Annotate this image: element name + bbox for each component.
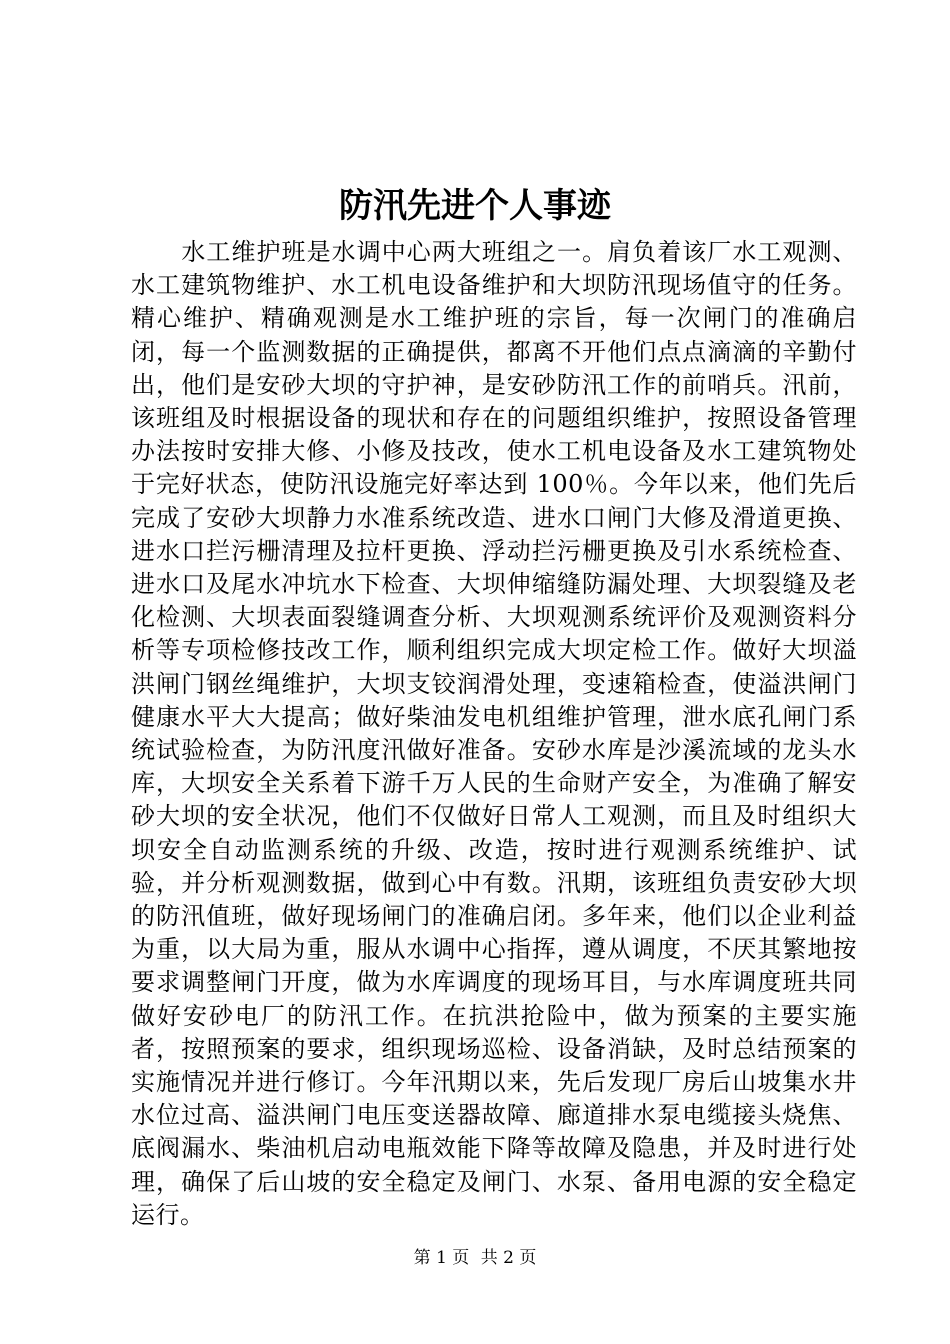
page-number-total: 共 2 页 xyxy=(480,1248,537,1268)
document-title: 防汛先进个人事迹 xyxy=(339,186,611,226)
body-paragraph: 水工维护班是水调中心两大班组之一。肩负着该厂水工观测、水工建筑物维护、水工机电设备维护和大坝防汛现场值守的任务。精心维护、精确观测是水工维护班的宗旨，每一次闸门的准确启闭，每一个监测数据的正确提供，都离不开他们点点滴滴的辛勤付出，他们是安砂大坝的守护神，是安砂防汛工作的前哨兵。汛前，该班组及时根据设备的现状和存在的问题组织维护，按照设备管理办法按时安排大修、小修及技改，使水工机电设备及水工建筑物处于完好状态，使防汛设施完好率达到 100％。今年以来，他们先后完成了安砂大坝静力水准系统改造、进水口闸门大修及滑道更换、进水口拦污栅清理及拉杆更换、浮动拦污栅更换及引水系统检查、进水口及尾水冲坑水下检查、大坝伸缩缝防漏处理、大坝裂缝及老化检测、大坝表面裂缝调查分析、大坝观测系统评价及观测资料分析等专项检修技改工作，顺利组织完成大坝定检工作。做好大坝溢洪闸门钢丝绳维护，大坝支铰润滑处理，变速箱检查，使溢洪闸门健康水平大大提高；做好柴油发电机组维护管理，泄水底孔闸门系统试验检查，为防汛度汛做好准备。安砂水库是沙溪流域的龙头水库，大坝安全关系着下游千万人民的生命财产安全，为准确了解安砂大坝的安全状况，他们不仅做好日常人工观测，而且及时组织大坝安全自动监测系统的升级、改造，按时进行观测系统维护、试验，并分析观测数据，做到心中有数。汛期，该班组负责安砂大坝的防汛值班，做好现场闸门的准确启闭。多年来，他们以企业利益为重，以大局为重，服从水调中心指挥，遵从调度，不厌其繁地按要求调整闸门开度，做为水库调度的现场耳目，与水库调度班共同做好安砂电厂的防汛工作。在抗洪抢险中，做为预案的主要实施者，按照预案的要求，组织现场巡检、设备消缺，及时总结预案的实施情况并进行修订。今年汛期以来，先后发现厂房后山坡集水井水位过高、溢洪闸门电压变送器故障、廊道排水泵电缆接头烧焦、底阀漏水、柴油机启动电瓶效能下降等故障及隐患，并及时进行处理，确保了后山坡的安全稳定及闸门、水泵、备用电源的安全稳定运行。 xyxy=(131,238,857,1229)
page-footer xyxy=(0,1246,950,1270)
page-number-current: 第 1 页 xyxy=(413,1248,470,1268)
